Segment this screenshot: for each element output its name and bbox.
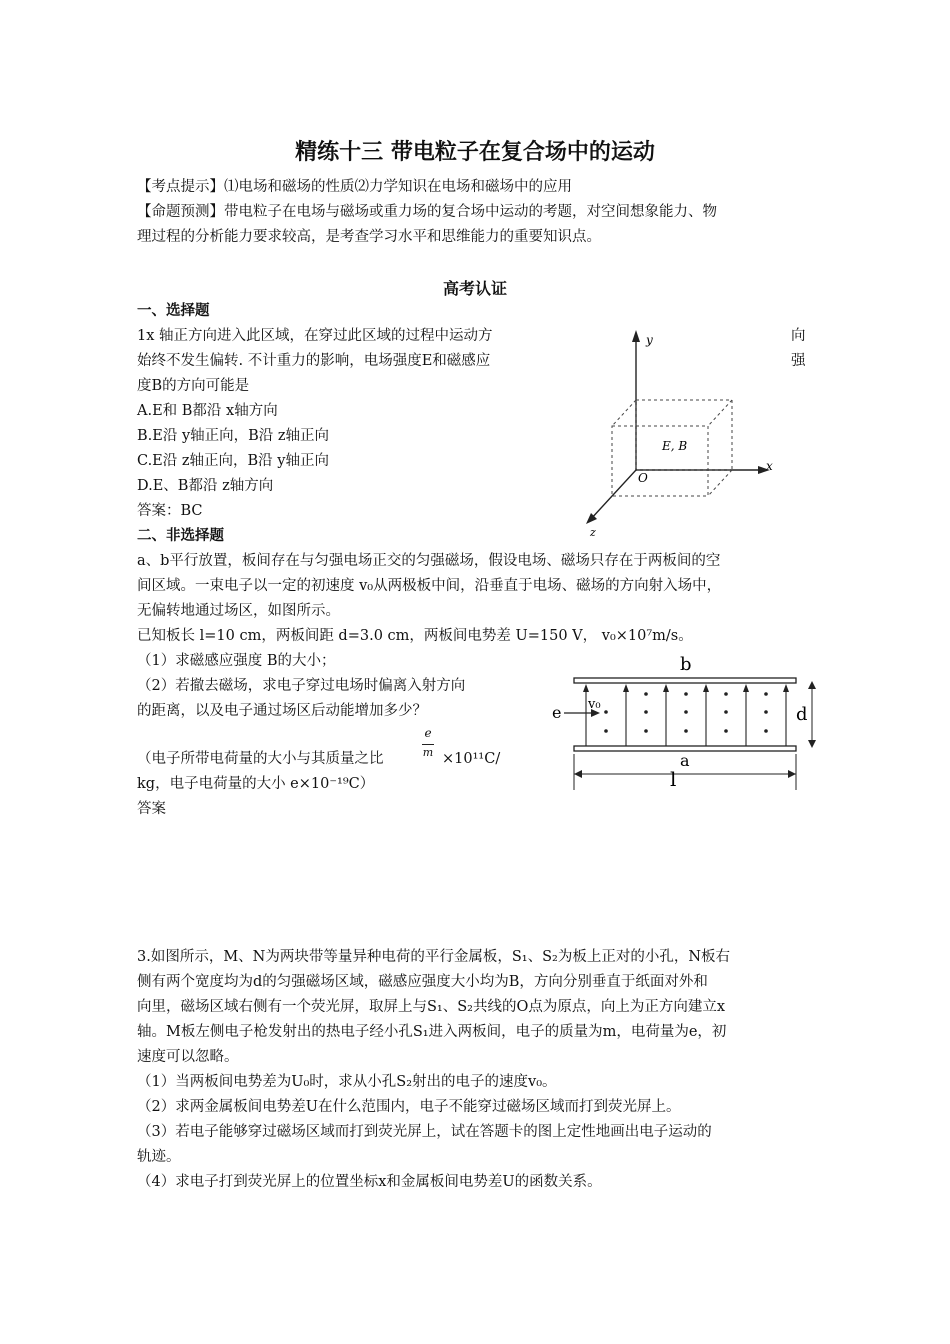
label-a: a xyxy=(680,751,690,770)
kaodian-hint: 【考点提示】⑴电场和磁场的性质⑵力学知识在电场和磁场中的应用 xyxy=(137,179,572,195)
label-o: O xyxy=(638,471,648,485)
q2-para-1: a、b平行放置，板间存在与匀强电场正交的匀强磁场，假设电场、磁场只存在于两板间的空 xyxy=(137,553,721,569)
q2-sub-2a: （2）若撤去磁场，求电子穿过电场时偏离入射方向 xyxy=(137,678,466,694)
q1-answer: 答案：BC xyxy=(137,503,203,519)
fraction-numerator: e xyxy=(424,726,432,740)
option-d: D.E、B都沿 z轴方向 xyxy=(137,478,274,494)
part1-heading: 一、选择题 xyxy=(137,303,210,319)
q1-line-2: 始终不发生偏转. 不计重力的影响，电场强度E和磁感应 xyxy=(137,353,491,369)
q3-sub-4: （4）求电子打到荧光屏上的位置坐标x和金属板间电势差U的函数关系。 xyxy=(137,1174,602,1190)
label-b: b xyxy=(680,654,692,675)
figure-3d-axes xyxy=(570,320,800,540)
fraction-denominator: m xyxy=(422,746,434,759)
q3-sub-3a: （3）若电子能够穿过磁场区域而打到荧光屏上，试在答题卡的图上定性地画出电子运动的 xyxy=(137,1124,712,1140)
q3-sub-1: （1）当两板间电势差为U₀时，求从小孔S₂射出的电子的速度v₀。 xyxy=(137,1074,557,1090)
part2-heading: 二、非选择题 xyxy=(137,528,224,544)
option-a: A.E和 B都沿 x轴方向 xyxy=(137,403,278,419)
label-d: d xyxy=(796,704,808,725)
label-y: y xyxy=(646,333,653,347)
magnetic-dots xyxy=(604,692,768,733)
fraction-bar xyxy=(422,744,434,745)
q2-note-1: （电子所带电荷量的大小与其质量之比 xyxy=(137,751,384,767)
q2-para-3: 无偏转地通过场区，如图所示。 xyxy=(137,603,340,619)
q3-line-3: 向里，磁场区域右侧有一个荧光屏，取屏上与S₁、S₂共线的O点为原点，向上为正方向建立x xyxy=(137,999,726,1015)
figure-parallel-plates xyxy=(550,650,830,800)
plate-b xyxy=(574,678,796,683)
label-e: e xyxy=(552,703,562,722)
field-lines xyxy=(586,688,786,746)
q2-note-2: kg，电子电荷量的大小 e×10⁻¹⁹C） xyxy=(137,776,375,792)
page-title: 精练十三 带电粒子在复合场中的运动 xyxy=(295,140,655,165)
q3-sub-3b: 轨迹。 xyxy=(137,1149,181,1165)
q1-line-1-end: 向 xyxy=(791,328,806,344)
section-title: 高考认证 xyxy=(442,279,507,298)
q2-sub-1: （1）求磁感应强度 B的大小； xyxy=(137,653,336,669)
q2-sub-2b: 的距离，以及电子通过场区后动能增加多少？ xyxy=(137,703,427,719)
label-z: z xyxy=(590,526,596,539)
q1-line-2-end: 强 xyxy=(791,353,806,369)
option-b: B.E沿 y轴正向，B沿 z轴正向 xyxy=(137,428,330,444)
q3-line-1: 3.如图所示，M、N为两块带等量异种电荷的平行金属板，S₁、S₂为板上正对的小孔，N板右 xyxy=(137,949,731,965)
z-axis xyxy=(590,470,636,520)
q3-line-4: 轴。M板左侧电子枪发射出的热电子经小孔S₁进入两板间，电子的质量为m，电荷量为e，初 xyxy=(137,1024,727,1040)
q3-sub-2: （2）求两金属板间电势差U在什么范围内，电子不能穿过磁场区域而打到荧光屏上。 xyxy=(137,1099,681,1115)
mingti-line-1: 【命题预测】带电粒子在电场与磁场或重力场的复合场中运动的考题，对空间想象能力、物 xyxy=(137,204,717,220)
q2-answer: 答案 xyxy=(137,801,166,817)
q1-line-3: 度B的方向可能是 xyxy=(137,378,250,394)
label-v0: v₀ xyxy=(588,697,601,712)
label-eb: E, B xyxy=(662,439,688,453)
q2-note-1-tail: ×10¹¹C/ xyxy=(442,751,501,767)
q2-para-2: 间区域。一束电子以一定的初速度 v₀从两极板中间，沿垂直于电场、磁场的方向射入场中， xyxy=(137,578,722,594)
option-c: C.E沿 z轴正向，B沿 y轴正向 xyxy=(137,453,329,469)
q3-line-5: 速度可以忽略。 xyxy=(137,1049,239,1065)
q2-para-4: 已知板长 l=10 cm，两板间距 d=3.0 cm，两板间电势差 U=150 V， v₀×10⁷m/s。 xyxy=(137,628,693,644)
label-l: l xyxy=(670,767,677,791)
q1-line-1: 1x 轴正方向进入此区域，在穿过此区域的过程中运动方 xyxy=(137,328,493,344)
label-x: x xyxy=(766,459,773,473)
mingti-line-2: 理过程的分析能力要求较高，是考查学习水平和思维能力的重要知识点。 xyxy=(137,229,601,245)
field-arrows xyxy=(583,684,789,692)
q3-line-2: 侧有两个宽度均为d的匀强磁场区域，磁感应强度大小均为B，方向分别垂直于纸面对外和 xyxy=(137,974,708,990)
